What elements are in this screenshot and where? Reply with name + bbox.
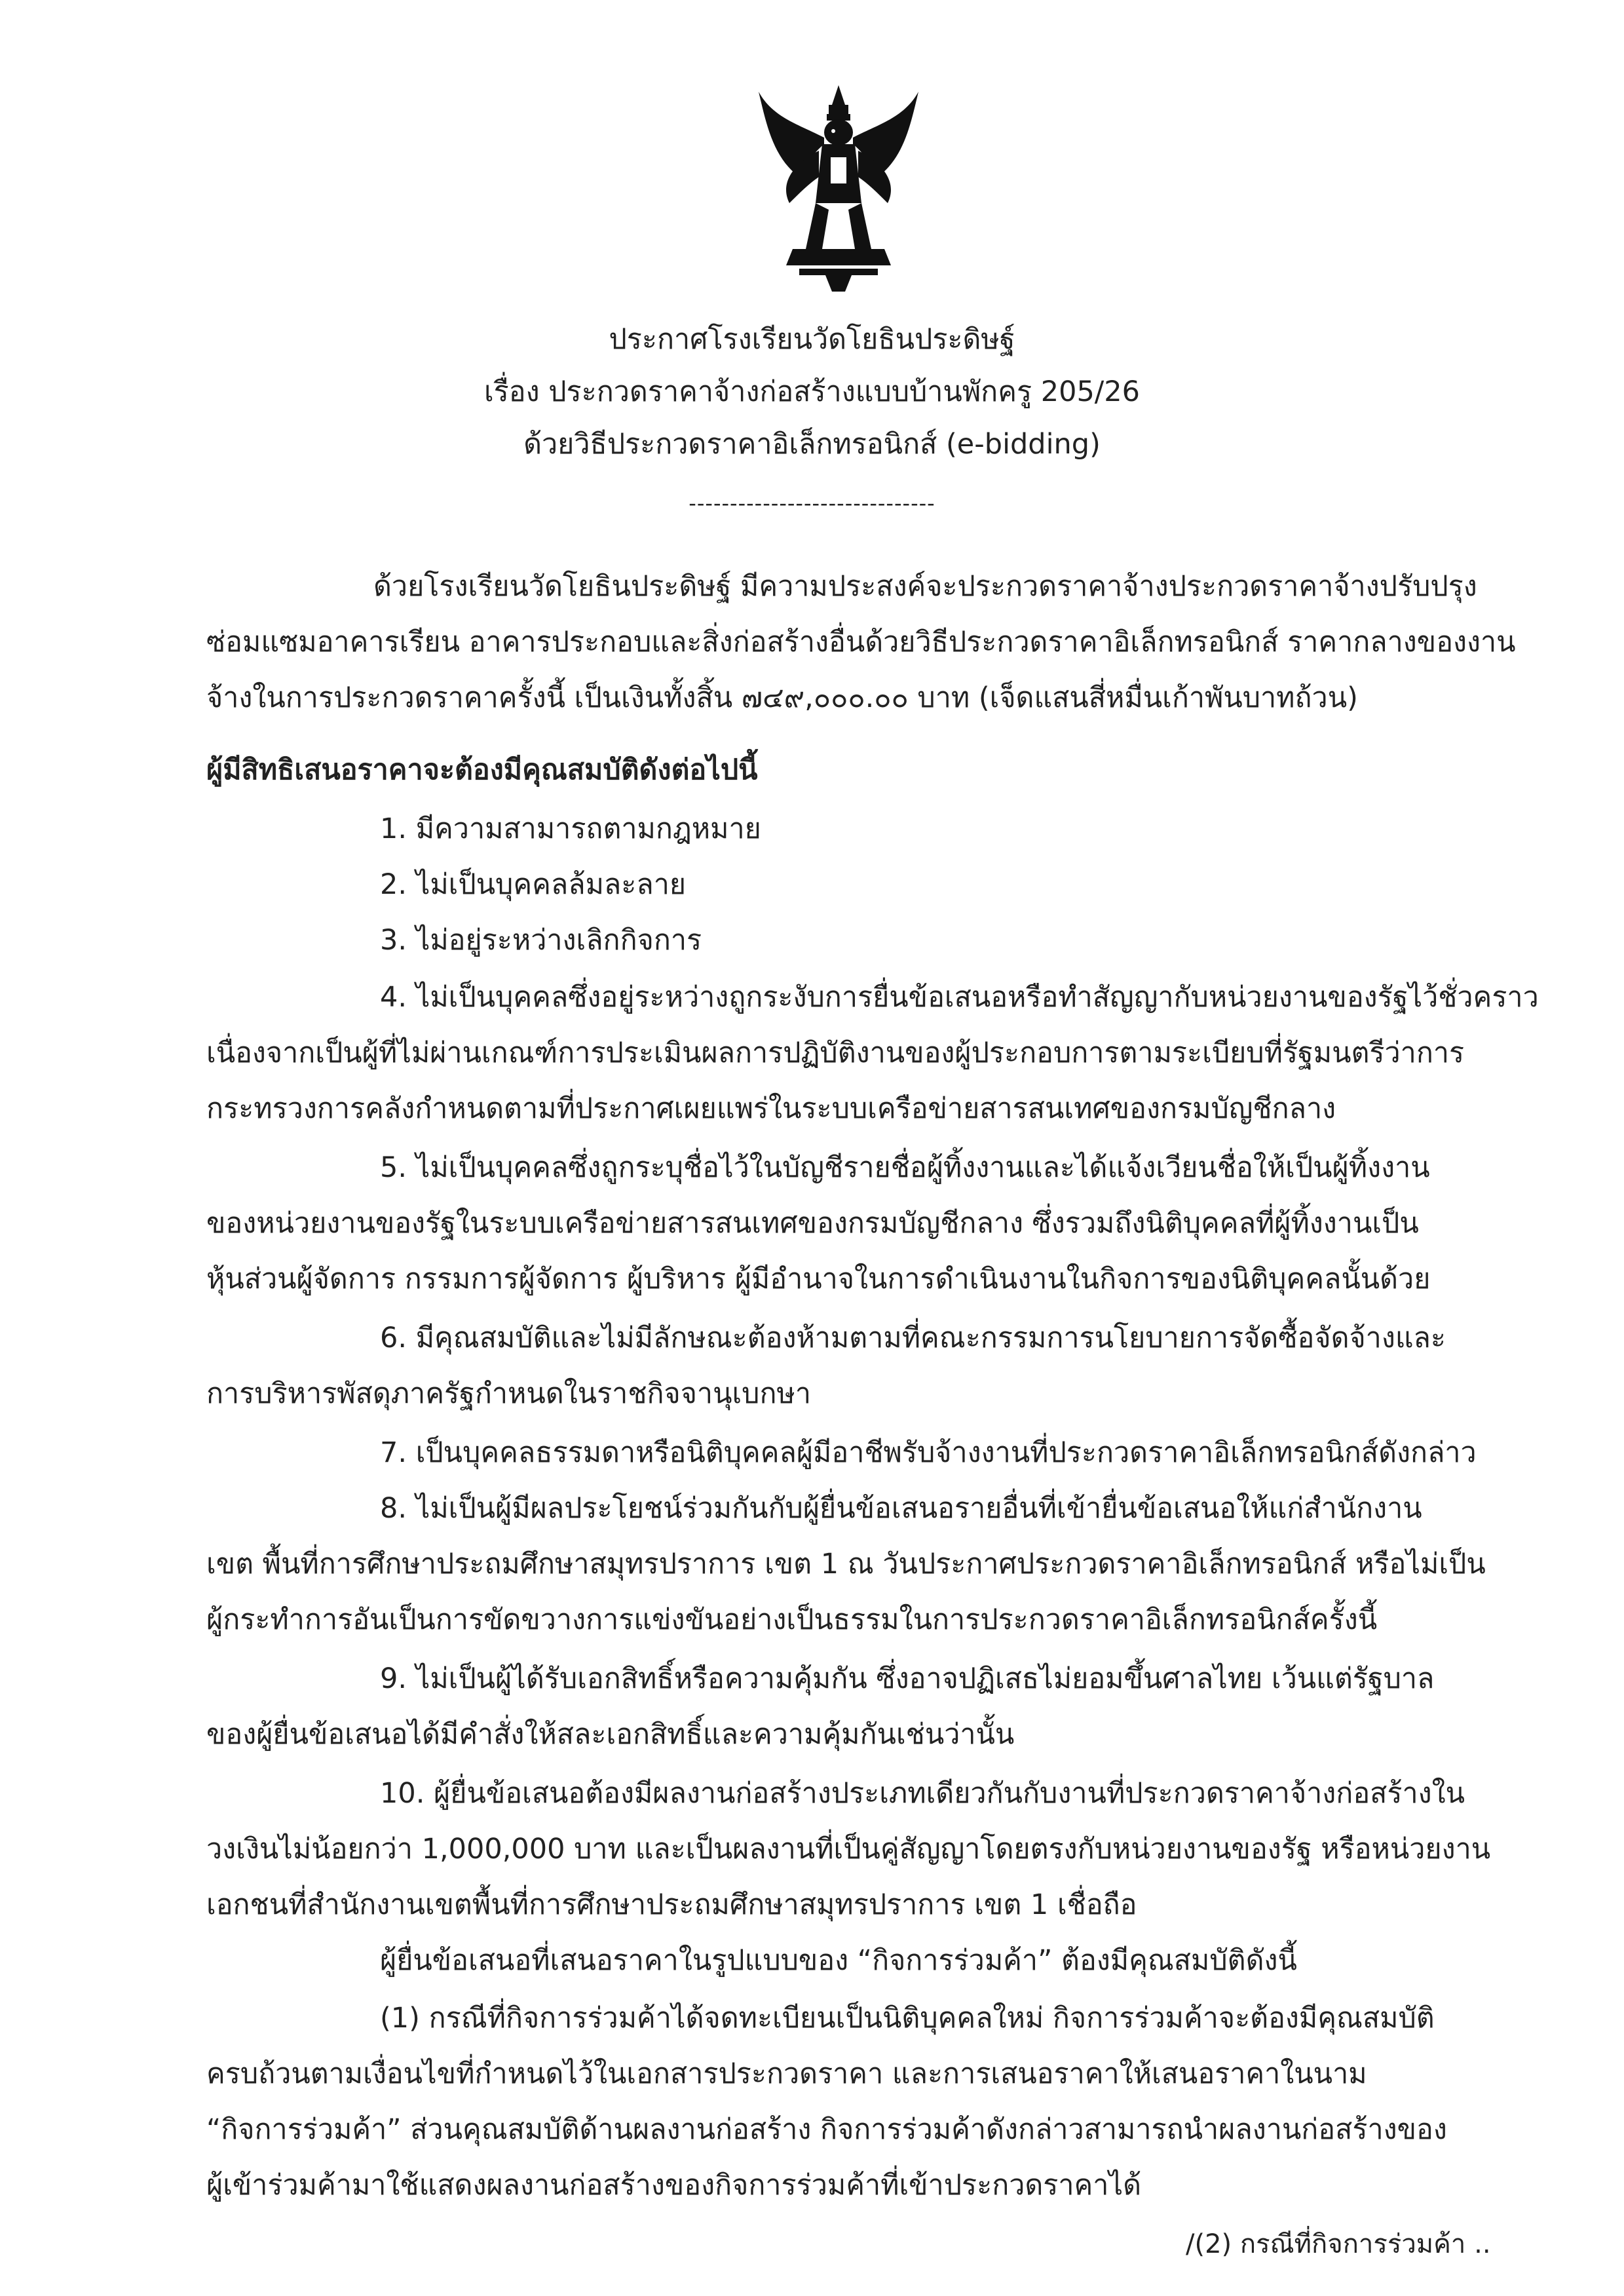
jv-1-line-4: ผู้เข้าร่วมค้ามาใช้แสดงผลงานก่อสร้างของกิจการร่วมค้าที่เข้าประกวดราคาได้ — [206, 2169, 1141, 2202]
joint-venture-intro: ผู้ยื่นข้อเสนอที่เสนอราคาในรูปแบบของ “กิจการร่วมค้า” ต้องมีคุณสมบัติดังนี้ — [380, 1944, 1297, 1977]
item-8-line-3: ผู้กระทำการอันเป็นการขัดขวางการแข่งขันอย่างเป็นธรรมในการประกวดราคาอิเล็กทรอนิกส์ครั้งนี้ — [206, 1603, 1378, 1636]
header-divider: ------------------------------ — [689, 491, 935, 516]
item-4-line-1: 4. ไม่เป็นบุคคลซึ่งอยู่ระหว่างถูกระงับการยื่นข้อเสนอหรือทำสัญญากับหน่วยงานของรัฐไว้ชั่วคราว — [380, 981, 1539, 1014]
intro-line-1: ด้วยโรงเรียนวัดโยธินประดิษฐ์ มีความประสงค์จะประกวดราคาจ้างประกวดราคาจ้างปรับปรุง — [373, 570, 1477, 603]
item-1: 1. มีความสามารถตามกฎหมาย — [380, 813, 761, 845]
intro-line-2: ซ่อมแซมอาคารเรียน อาคารประกอบและสิ่งก่อสร้างอื่นด้วยวิธีประกวดราคาอิเล็กทรอนิกส์ ราคากลางของงาน — [206, 626, 1516, 659]
announcement-method: ด้วยวิธีประกวดราคาอิเล็กทรอนิกส์ (e-bidding) — [523, 428, 1101, 461]
item-6-line-1: 6. มีคุณสมบัติและไม่มีลักษณะต้องห้ามตามที่คณะกรรมการนโยบายการจัดซื้อจัดจ้างและ — [380, 1322, 1446, 1354]
item-9-line-2: ของผู้ยื่นข้อเสนอได้มีคำสั่งให้สละเอกสิทธิ์และความคุ้มกันเช่นว่านั้น — [206, 1718, 1015, 1751]
item-10-line-2: วงเงินไม่น้อยกว่า 1,000,000 บาท และเป็นผลงานที่เป็นคู่สัญญาโดยตรงกับหน่วยงานของรัฐ หรือหน่วยงาน — [206, 1833, 1491, 1866]
item-4-line-3: กระทรวงการคลังกำหนดตามที่ประกาศเผยแพร่ในระบบเครือข่ายสารสนเทศของกรมบัญชีกลาง — [206, 1092, 1336, 1125]
item-10-line-3: เอกชนที่สำนักงานเขตพื้นที่การศึกษาประถมศึกษาสมุทรปราการ เขต 1 เชื่อถือ — [206, 1888, 1137, 1921]
item-8-line-1: 8. ไม่เป็นผู้มีผลประโยชน์ร่วมกันกับผู้ยื่นข้อเสนอรายอื่นที่เข้ายื่นข้อเสนอให้แก่สำนักงาน — [380, 1492, 1422, 1525]
garuda-emblem-icon — [753, 79, 924, 295]
item-6-line-2: การบริหารพัสดุภาครัฐกำหนดในราชกิจจานุเบกษา — [206, 1377, 811, 1410]
intro-line-3: จ้างในการประกวดราคาครั้งนี้ เป็นเงินทั้งสิ้น ๗๔๙,๐๐๐.๐๐ บาท (เจ็ดแสนสี่หมื่นเก้าพันบาทถ้วน) — [206, 681, 1358, 714]
item-7: 7. เป็นบุคคลธรรมดาหรือนิติบุคคลผู้มีอาชีพรับจ้างงานที่ประกวดราคาอิเล็กทรอนิกส์ดังกล่าว — [380, 1436, 1477, 1469]
item-5-line-1: 5. ไม่เป็นบุคคลซึ่งถูกระบุชื่อไว้ในบัญชีรายชื่อผู้ทิ้งงานและได้แจ้งเวียนชื่อให้เป็นผู้ทิ้งงาน — [380, 1151, 1430, 1184]
announcement-title: ประกาศโรงเรียนวัดโยธินประดิษฐ์ — [609, 323, 1015, 356]
item-9-line-1: 9. ไม่เป็นผู้ได้รับเอกสิทธิ์หรือความคุ้มกัน ซึ่งอาจปฏิเสธไม่ยอมขึ้นศาลไทย เว้นแต่รัฐบาล — [380, 1662, 1435, 1695]
qualifications-heading: ผู้มีสิทธิเสนอราคาจะต้องมีคุณสมบัติดังต่อไปนี้ — [206, 754, 758, 786]
item-3: 3. ไม่อยู่ระหว่างเลิกกิจการ — [380, 924, 702, 957]
jv-1-line-1: (1) กรณีที่กิจการร่วมค้าได้จดทะเบียนเป็นนิติบุคคลใหม่ กิจการร่วมค้าจะต้องมีคุณสมบัติ — [380, 2002, 1435, 2035]
item-10-line-1: 10. ผู้ยื่นข้อเสนอต้องมีผลงานก่อสร้างประเภทเดียวกันกับงานที่ประกวดราคาจ้างก่อสร้างใน — [380, 1777, 1465, 1810]
item-2: 2. ไม่เป็นบุคคลล้มละลาย — [380, 868, 687, 901]
item-8-line-2: เขต พื้นที่การศึกษาประถมศึกษาสมุทรปราการ เขต 1 ณ วันประกาศประกวดราคาอิเล็กทรอนิกส์ หรือไม่เป็น — [206, 1548, 1486, 1580]
jv-1-line-3: “กิจการร่วมค้า” ส่วนคุณสมบัติด้านผลงานก่อสร้าง กิจการร่วมค้าดังกล่าวสามารถนำผลงานก่อสร้างของ — [206, 2113, 1447, 2146]
item-4-line-2: เนื่องจากเป็นผู้ที่ไม่ผ่านเกณฑ์การประเมินผลการปฏิบัติงานของผู้ประกอบการตามระเบียบที่รัฐมนตรีว่าการ — [206, 1037, 1465, 1069]
announcement-subject: เรื่อง ประกวดราคาจ้างก่อสร้างแบบบ้านพักครู 205/26 — [483, 375, 1141, 408]
jv-1-line-2: ครบถ้วนตามเงื่อนไขที่กำหนดไว้ในเอกสารประกวดราคา และการเสนอราคาให้เสนอราคาในนาม — [206, 2057, 1367, 2090]
continuation-marker: /(2) กรณีที่กิจการร่วมค้า .. — [1186, 2229, 1491, 2259]
item-5-line-3: หุ้นส่วนผู้จัดการ กรรมการผู้จัดการ ผู้บริหาร ผู้มีอำนาจในการดำเนินงานในกิจการของนิติบุคคลนั้นด้วย — [206, 1263, 1431, 1295]
item-5-line-2: ของหน่วยงานของรัฐในระบบเครือข่ายสารสนเทศของกรมบัญชีกลาง ซึ่งรวมถึงนิติบุคคลที่ผู้ทิ้งงานเป็น — [206, 1207, 1419, 1240]
